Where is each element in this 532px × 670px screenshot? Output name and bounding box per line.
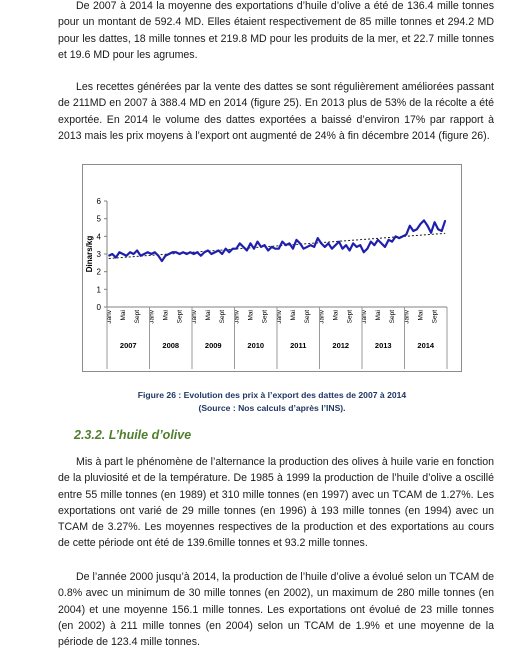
x-tick-label: Sept	[431, 310, 439, 324]
data-point	[349, 250, 350, 251]
year-label: 2010	[247, 341, 265, 350]
data-point	[331, 248, 332, 249]
data-point	[292, 248, 293, 249]
x-tick-label: Janv	[105, 310, 113, 324]
data-point	[108, 255, 109, 256]
data-point	[264, 245, 265, 246]
paragraph-text: De l’année 2000 jusqu’à 2014, la production de l’huile d’olive a évolué selon un TCAM de 0.8% avec un minimum de 30 mille tonnes (en 2002), un maximum de 280 mille tonnes (en 2004) et une moyenne 156.1 mille tonnes. Les exportations ont évolué de 23 mille tonnes (en 2002) à 211 mille tonnes (en 2004) selon un TCAM de 1.9% et une moyenne de la période de 123.4 mille tonnes.	[58, 571, 494, 649]
data-point	[214, 252, 215, 253]
data-point	[115, 257, 116, 258]
data-point	[296, 239, 297, 240]
data-point	[225, 248, 226, 249]
data-point	[144, 253, 145, 254]
x-tick-label: Sept	[176, 310, 184, 324]
data-point	[147, 252, 148, 253]
x-tick-label: Mai	[119, 310, 127, 321]
y-tick-label: 2	[96, 267, 101, 277]
data-point	[275, 248, 276, 249]
data-point	[253, 248, 254, 249]
data-point	[310, 245, 311, 246]
data-point	[122, 253, 123, 254]
data-point	[112, 253, 113, 254]
x-tick-label: Sept	[219, 310, 227, 324]
data-point	[140, 255, 141, 256]
series-line-price	[109, 220, 445, 261]
x-tick-label: Sept	[304, 310, 312, 324]
data-point	[388, 239, 389, 240]
data-point	[232, 248, 233, 249]
data-point	[356, 246, 357, 247]
data-point	[204, 252, 205, 253]
data-point	[353, 243, 354, 244]
data-point	[430, 232, 431, 233]
data-point	[345, 245, 346, 246]
data-point	[317, 238, 318, 239]
data-point	[119, 252, 120, 253]
data-point	[229, 252, 230, 253]
data-point	[246, 250, 247, 251]
data-point	[126, 255, 127, 256]
y-tick-label: 4	[96, 232, 101, 242]
data-point	[168, 253, 169, 254]
data-point	[420, 223, 421, 224]
data-point	[211, 253, 212, 254]
chart-canvas	[83, 165, 461, 371]
x-tick-label: Sept	[261, 310, 269, 324]
data-point	[278, 248, 279, 249]
data-point	[285, 245, 286, 246]
data-point	[289, 243, 290, 244]
year-label: 2013	[374, 341, 392, 350]
data-point	[222, 253, 223, 254]
data-point	[129, 252, 130, 253]
paragraph-dates-revenue	[58, 79, 494, 144]
paragraph-text: Les recettes générées par la vente des dattes se sont régulièrement améliorées passant de 211MD en 2007 à 388.4 MD en 2014 (figure 25). En 2013 plus de 53% de la récolte a été exportée. En 2014 le volume des dattes exportées a baissé d’environ 17% par rapport à 2013 mais les prix moyens à l’export ont augmenté de 24% à fin décembre 2014 (figure 26).	[58, 81, 494, 142]
data-point	[243, 246, 244, 247]
data-point	[154, 252, 155, 253]
data-point	[342, 248, 343, 249]
data-point	[193, 253, 194, 254]
data-point	[190, 252, 191, 253]
data-point	[250, 243, 251, 244]
y-tick-label: 6	[96, 197, 101, 206]
year-label: 2012	[332, 341, 350, 350]
dates-price-chart	[82, 164, 462, 372]
data-point	[183, 252, 184, 253]
data-point	[282, 241, 283, 242]
data-point	[423, 220, 424, 221]
data-point	[299, 243, 300, 244]
data-point	[165, 255, 166, 256]
data-point	[416, 229, 417, 230]
x-tick-label: Mai	[374, 310, 382, 321]
y-tick-label: 0	[96, 303, 101, 312]
x-tick-label: Mai	[289, 310, 297, 321]
data-point	[257, 241, 258, 242]
figure-source: (Source : Nos calculs d’après l’INS).	[198, 403, 346, 413]
paragraph-text: De 2007 à 2014 la moyenne des exportations d’huile d’olive a été de 136.4 mille tonnes pour un montant de 592.4 MD. Elles étaient respectivement de 85 mille tonnes et 294.2 MD pour les dattes, 18 mille tonnes et 219.8 MD pour les produits de la mer, et 22.7 mille tonnes et 19.6 MD pour les agrumes.	[58, 0, 494, 61]
data-point	[413, 230, 414, 231]
x-tick-label: Sept	[134, 310, 142, 324]
x-tick-label: Mai	[162, 310, 170, 321]
data-point	[161, 260, 162, 261]
data-point	[338, 241, 339, 242]
data-point	[271, 246, 272, 247]
data-point	[158, 255, 159, 256]
data-point	[324, 246, 325, 247]
x-tick-label: Janv	[318, 310, 326, 324]
data-point	[151, 253, 152, 254]
x-tick-label: Mai	[332, 310, 340, 321]
data-point	[172, 252, 173, 253]
data-point	[427, 225, 428, 226]
data-point	[360, 245, 361, 246]
data-point	[207, 250, 208, 251]
year-label: 2008	[162, 341, 180, 350]
data-point	[406, 234, 407, 235]
year-label: 2011	[290, 341, 307, 350]
data-point	[370, 241, 371, 242]
data-point	[374, 245, 375, 246]
x-tick-label: Mai	[247, 310, 255, 321]
paragraph-exports-overview	[58, 0, 494, 63]
x-tick-label: Mai	[204, 310, 212, 321]
data-point	[200, 255, 201, 256]
x-tick-label: Janv	[403, 310, 411, 324]
x-tick-label: Janv	[275, 310, 283, 324]
data-point	[268, 250, 269, 251]
data-point	[260, 246, 261, 247]
data-point	[303, 248, 304, 249]
data-point	[239, 243, 240, 244]
figure-caption: Figure 26 : Evolution des prix à l’export des dattes de 2007 à 2014	[137, 390, 407, 400]
data-point	[179, 253, 180, 254]
y-tick-label: 1	[96, 285, 101, 295]
data-point	[395, 236, 396, 237]
data-point	[441, 230, 442, 231]
y-tick-label: 5	[96, 214, 101, 224]
data-point	[381, 243, 382, 244]
y-axis-label: Dinars/kg	[85, 235, 94, 273]
year-label: 2007	[119, 341, 137, 350]
data-point	[307, 246, 308, 247]
data-point	[409, 225, 410, 226]
year-label: 2014	[417, 341, 435, 350]
data-point	[133, 253, 134, 254]
data-point	[402, 236, 403, 237]
data-point	[438, 229, 439, 230]
x-tick-label: Sept	[389, 310, 397, 324]
x-tick-label: Janv	[148, 310, 156, 324]
data-point	[399, 238, 400, 239]
data-point	[321, 243, 322, 244]
data-point	[377, 239, 378, 240]
x-tick-label: Janv	[190, 310, 198, 324]
data-point	[186, 253, 187, 254]
data-point	[314, 246, 315, 247]
y-tick-label: 3	[96, 250, 101, 259]
data-point	[328, 243, 329, 244]
data-point	[218, 250, 219, 251]
data-point	[367, 248, 368, 249]
data-point	[384, 246, 385, 247]
data-point	[236, 248, 237, 249]
x-tick-label: Sept	[346, 310, 354, 324]
data-point	[175, 252, 176, 253]
year-label: 2009	[204, 341, 222, 350]
paragraph-text: Mis à part le phénomène de l’alternance la production des olives à huile varie en fonction de la pluviosité et de la température. De 1985 à 1999 la production de l’huile d’olive a oscillé entre 55 mille tonnes (en 1989) et 310 mille tonnes (en 1997) avec un TCAM de 1.27%. Les exportations ont varié de 29 mille tonnes (en 1996) à 193 mille tonnes (en 1994) avec un TCAM de 3.27%. Les moyennes respectives de la production et des exportations au cours de cette période ont été de 139.6mille tonnes et 93.2 mille tonnes.	[58, 456, 494, 550]
data-point	[137, 250, 138, 251]
x-tick-label: Janv	[233, 310, 241, 324]
paragraph-olive-2000-2014	[58, 569, 494, 650]
x-tick-label: Janv	[360, 310, 368, 324]
data-point	[434, 222, 435, 223]
data-point	[392, 241, 393, 242]
x-tick-label: Mai	[417, 310, 425, 321]
data-point	[335, 245, 336, 246]
data-point	[445, 220, 446, 221]
data-point	[197, 252, 198, 253]
paragraph-olive-production	[58, 454, 494, 552]
section-heading: 2.3.2. L’huile d’olive	[74, 428, 192, 442]
data-point	[363, 252, 364, 253]
